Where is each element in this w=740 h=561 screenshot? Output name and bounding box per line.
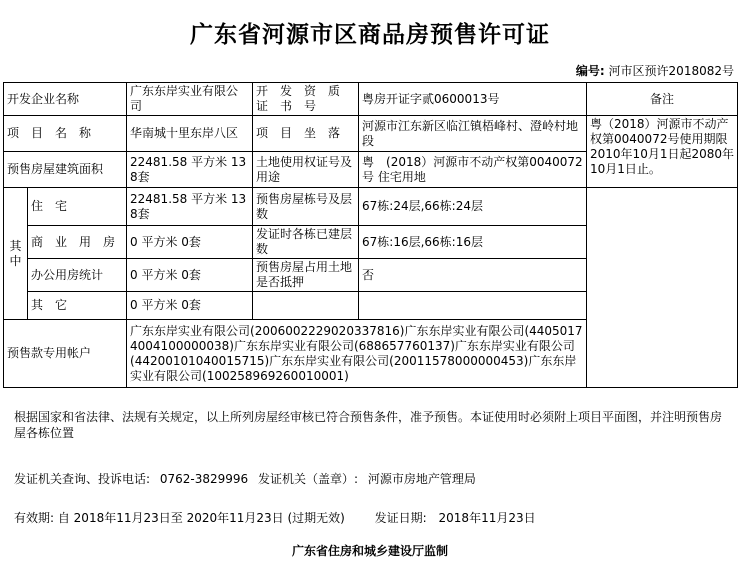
other-blank-2 — [359, 292, 587, 320]
built-floors-label: 发证时各栋已建层数 — [253, 226, 359, 259]
mortgage-label: 预售房屋占用土地是否抵押 — [253, 259, 359, 292]
validity-text: 有效期: 自 2018年11月23日至 2020年11月23日 (过期无效) — [14, 511, 345, 525]
row-developer — [4, 83, 738, 116]
project-label: 项 目 名 称 — [4, 116, 127, 152]
validity-line — [14, 510, 536, 526]
account-label: 预售款专用帐户 — [4, 320, 127, 388]
residential-value: 22481.58 平方米 138套 — [127, 188, 253, 226]
supervisor-text: 广东省住房和城乡建设厅监制 — [291, 544, 448, 558]
row-project — [4, 116, 738, 152]
certificate-number — [576, 62, 734, 79]
location-value: 河源市江东新区临江镇梧峰村、澄岭村地段 — [359, 116, 587, 152]
remark-blank — [587, 188, 738, 388]
land-label: 土地使用权证号及用途 — [253, 152, 359, 188]
commercial-value: 0 平方米 0套 — [127, 226, 253, 259]
issue-date-label: 发证日期: — [374, 511, 427, 525]
land-value: 粤 (2018）河源市不动产权第0040072号 住宅用地 — [359, 152, 587, 188]
residential-label: 住 宅 — [28, 188, 127, 226]
among-label: 其中 — [4, 188, 28, 320]
remark-label: 备注 — [587, 83, 738, 116]
built-floors-value: 67栋:16层,66栋:16层 — [359, 226, 587, 259]
cert-label: 开 发 资 质 证 书 号 — [253, 83, 359, 116]
row-residential — [4, 188, 738, 226]
building-no-label: 预售房屋栋号及层数 — [253, 188, 359, 226]
cert-value: 粤房开证字贰0600013号 — [359, 83, 587, 116]
mortgage-value: 否 — [359, 259, 587, 292]
document-title: 广东省河源市区商品房预售许可证 — [190, 21, 550, 48]
contact-line — [14, 471, 476, 487]
location-label: 项 目 坐 落 — [253, 116, 359, 152]
issuer-label: 发证机关（盖章）: — [258, 472, 359, 486]
commercial-label: 商 业 用 房 — [28, 226, 127, 259]
number-value: 河市区预许2018082号 — [608, 64, 734, 78]
remark-value: 粤（2018）河源市不动产权第0040072号使用期限2010年10月1日起2080年10月1日止。 — [587, 116, 738, 188]
other-value: 0 平方米 0套 — [127, 292, 253, 320]
account-value: 广东东岸实业有限公司(2006002229020337816)广东东岸实业有限公司(44050174004100000038)广东东岸实业有限公司(688657760137)广东东岸实业有限公司(44200101040015715)广东东岸实业有限公司(20011578000000453)广东东岸实业有限公司(100258969260010001) — [127, 320, 587, 388]
permit-table — [3, 82, 738, 388]
building-no-value: 67栋:24层,66栋:24层 — [359, 188, 587, 226]
statement-text: 根据国家和省法律、法规有关规定，以上所列房屋经审核已符合预售条件，准予预售。本证使用时必须附上项目平面图，并注明预售房屋各栋位置 — [14, 410, 723, 440]
developer-label: 开发企业名称 — [4, 83, 127, 116]
office-label: 办公用房统计 — [28, 259, 127, 292]
area-label: 预售房屋建筑面积 — [4, 152, 127, 188]
number-label: 编号: — [575, 64, 605, 78]
other-label: 其 它 — [28, 292, 127, 320]
issue-date-value: 2018年11月23日 — [438, 511, 536, 525]
project-value: 华南城十里东岸八区 — [127, 116, 253, 152]
other-blank-1 — [253, 292, 359, 320]
office-value: 0 平方米 0套 — [127, 259, 253, 292]
area-value: 22481.58 平方米 138套 — [127, 152, 253, 188]
contact-phone: 0762-3829996 — [159, 472, 249, 486]
issuer-value: 河源市房地产管理局 — [367, 472, 476, 486]
contact-label: 发证机关查询、投诉电话: — [14, 472, 151, 486]
developer-value: 广东东岸实业有限公司 — [127, 83, 253, 116]
